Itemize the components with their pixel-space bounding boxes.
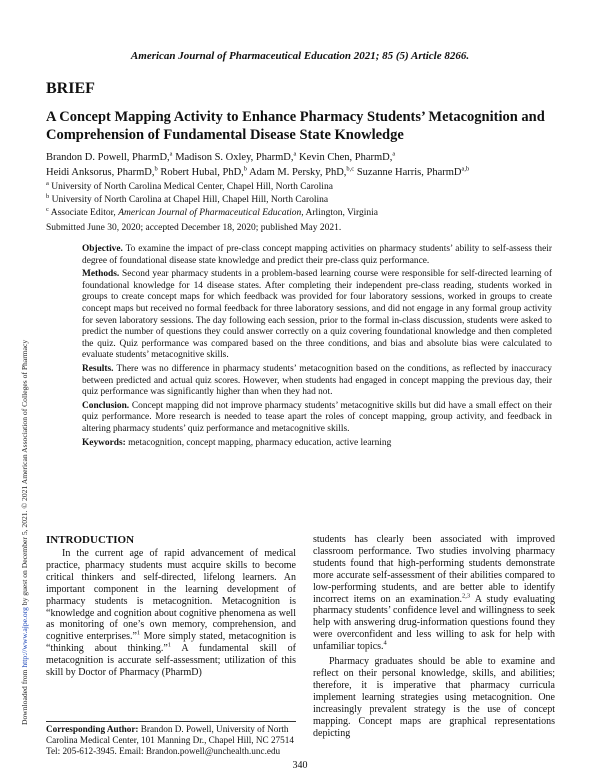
submission-dates: Submitted June 30, 2020; accepted December 18, 2020; published May 2021. <box>46 223 342 233</box>
right-paragraph-1: students has clearly been associated with improved classroom performance. Two studies involving pharmacy students found that high-performing students demonstrate more accurate self-assessment of their abilities compared to low-performing students, and are better able to identify incorrect items on an examination.$^{2,3}$ A study evaluating pharmacy students’ confidence level and willingness to seek help with answering drug-information questions found they were overconfident and less willing to ask for help with unfamiliar topics.$^4$ <box>313 534 555 653</box>
author-name: Suzanne Harris, PharmD <box>356 167 462 178</box>
affiliation-b: $^b$ University of North Carolina at Chapel Hill, Chapel Hill, North Carolina <box>46 192 329 205</box>
journal-citation: American Journal of Pharmaceutical Education 2021; 85 (5) Article 8266. <box>130 50 470 62</box>
author-name: Heidi Anksorus, PharmD, <box>46 167 155 178</box>
abstract-objective: Objective. To examine the impact of pre-class concept mapping activities on pharmacy students’ ability to self-assess their degree of foundational disease state knowledge and predict their pre-class quiz performance. <box>82 244 552 266</box>
author-name: Kevin Chen, PharmD, <box>299 152 393 163</box>
article-title: A Concept Mapping Activity to Enhance Pharmacy Students’ Metacognition and Comprehension of Fundamental Disease State Knowledge <box>46 109 545 143</box>
right-column <box>313 534 555 742</box>
affiliations <box>46 181 566 220</box>
author-name: Brandon D. Powell, PharmD, <box>46 152 170 163</box>
author-name: Adam M. Persky, PhD, <box>249 167 347 178</box>
right-paragraph-2: Pharmacy graduates should be able to examine and reflect on their personal knowledge, skills, and abilities; therefore, it is imperative that pharmacy curricula implement learning strategies using metacognition. One increasingly prevalent strategy is the use of concept mapping. Concept maps are graphical representations depicting <box>313 656 555 739</box>
author-name: Robert Hubal, PhD, <box>160 167 244 178</box>
author-line-2: Heidi Anksorus, PharmD,$^b$ Robert Hubal, PhD,$^b$ Adam M. Persky, PhD,$^{b,c}$ Suzanne Harris, PharmD$^{a,b}$ <box>46 165 470 178</box>
ajpe-link[interactable]: http://www.ajpe.org <box>20 607 29 668</box>
journal-name-link[interactable]: American Journal of Pharmaceutical Education <box>118 208 302 218</box>
page-number: 340 <box>292 760 308 771</box>
left-column <box>46 548 296 679</box>
intro-paragraph: In the current age of rapid advancement of medical practice, pharmacy students must acquire skills to become critical thinkers and self-directed, lifelong learners. An important component in the learning development of pharmacy students is metacognition. Metacognition is “knowledge and cognition about cognitive phenomena as well as monitoring of one’s own memory, comprehension, and cognitive enterprises.”$^1$ More simply stated, metacognition is “thinking about thinking.”$^1$ A fundamental skill of metacognition is accurate self-assessment; utilization of this skill by Doctor of Pharmacy (PharmD) <box>46 548 297 679</box>
affiliation-a: $^a$ University of North Carolina Medical Center, Chapel Hill, North Carolina <box>46 179 333 192</box>
author-line-1: Brandon D. Powell, PharmD,$^a$ Madison S. Oxley, PharmD,$^a$ Kevin Chen, PharmD,$^a$ <box>46 150 396 163</box>
abstract-results: Results. There was no difference in pharmacy students’ metacognition based on the conditions, as reflected by inaccuracy between predicted and actual quiz scores. However, when students had engaged in concept mapping the previous day, their quiz performance was significantly higher than when they had not. <box>82 363 552 398</box>
abstract-methods: Methods. Second year pharmacy students in a problem-based learning course were responsible for self-directed learning of foundational knowledge for 14 disease states. After completing their independent pre-class reading, students worked in groups to create concept maps for which feedback was provided for four laboratory sessions, worked in groups to create concept maps but received no formal feedback for three laboratory sessions, and did not engage in any formal group activity for seven laboratory sessions. The day following each session, prior to the formal in-class discussion, students were asked to predict the number of questions they could answer correctly on a quiz covering foundational knowledge and then completed the quiz. Quiz performance was compared based on the three conditions, and bias and absolute bias were calculated to evaluate students’ metacognitive skills. <box>82 269 552 361</box>
author-name: Madison S. Oxley, PharmD, <box>175 152 294 163</box>
introduction-heading: INTRODUCTION <box>46 534 135 546</box>
author-list <box>46 150 566 180</box>
corresponding-author: Corresponding Author: Brandon D. Powell, University of North Carolina Medical Center, 101 Manning Dr., Chapel Hill, NC 27514 Tel: 205-612-3945. Email: Brandon.powell@unchealth.unc.edu <box>46 721 296 757</box>
abstract-conclusion: Conclusion. Concept mapping did not improve pharmacy students’ metacognitive skills but did have a small effect on their quiz performance. More research is needed to tease apart the roles of concept mapping, group activity, and feedback in altering pharmacy students’ quiz performance and metacognitive skills. <box>82 400 552 434</box>
abstract-keywords: Keywords: metacognition, concept mapping, pharmacy education, active learning <box>82 437 392 448</box>
section-label: BRIEF <box>46 80 95 97</box>
affiliation-c: $^c$ Associate Editor, American Journal of Pharmaceutical Education, Arlington, Virginia <box>46 205 378 218</box>
download-sidebar: Downloaded from http://www.ajpe.org by guest on December 5, 2021. © 2021 American Association of Colleges of Pharmacy <box>20 339 29 725</box>
abstract <box>82 244 552 451</box>
